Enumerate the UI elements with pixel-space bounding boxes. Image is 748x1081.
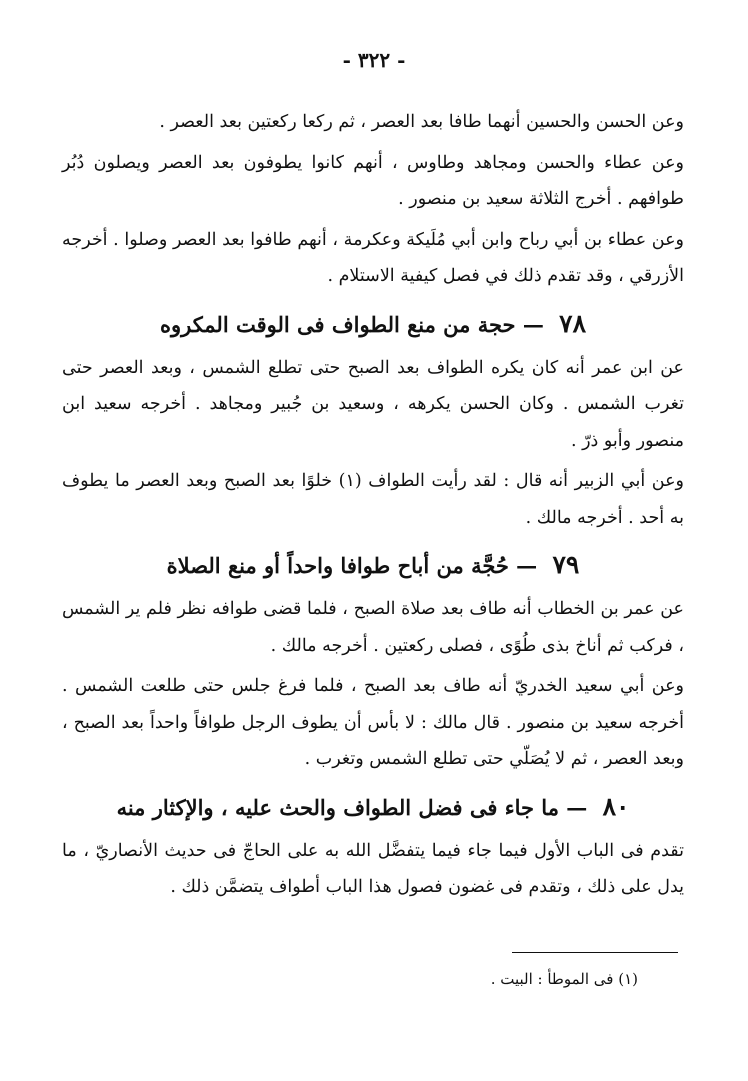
footnote: (١) فى الموطأ : البيت .	[490, 970, 638, 988]
section-number: ٧٩	[552, 550, 580, 579]
section-title: — حجة من منع الطواف فى الوقت المكروه	[159, 311, 544, 337]
paragraph-umar-ibn-khattab: عن عمر بن الخطاب أنه طاف بعد صلاة الصبح ، فلما قضى طوافه نظر فلم ير الشمس ، فركب ثم أناخ بذى طُوًى ، فصلى ركعتين . أخرجه مالك .	[62, 599, 684, 656]
paragraph-first-chapter-reference: تقدم فى الباب الأول فيما جاء فيما يتفضَّل الله به على الحاجّ فى حديث الأنصاريّ ، ما يدل على ذلك ، وتقدم فى غضون فصول هذا الباب أطواف يتضمَّن ذلك .	[62, 840, 684, 897]
section-number: ٨٠	[602, 791, 630, 821]
paragraph-abi-said: وعن أبي سعيد الخدريّ أنه طاف بعد الصبح ، فلما فرغ جلس حتى طلعت الشمس . أخرجه سعيد بن منصور . قال مالك : لا بأس أن يطوف الرجل طوافاً واحداً بعد الصبح ، وبعد العصر ، ثم لا يُصَلّي حتى تطلع الشمس وتغرب .	[62, 676, 684, 769]
section-heading-78	[62, 299, 684, 350]
section-number: ٧٨	[559, 308, 587, 338]
main-text	[62, 104, 684, 910]
paragraph-ata-hasan-mujahid: وعن عطاء والحسن ومجاهد وطاوس ، أنهم كانوا يطوفون بعد العصر ويصلون دُبُر طوافهم . أخرج الثلاثة سعيد بن منصور .	[62, 152, 684, 209]
section-title: — حُجَّة من أباح طوافا واحداً أو منع الصلاة	[166, 553, 538, 578]
paragraph-abi-zubayr: وعن أبي الزبير أنه قال : لقد رأيت الطواف (١) خلوًا بعد الصبح وبعد العصر ما يطوف به أحد . أخرجه مالك .	[62, 471, 684, 528]
paragraph-ata-ibn-abi-rabah: وعن عطاء بن أبي رباح وابن أبي مُلَيكة وعكرمة ، أنهم طافوا بعد العصر وصلوا . أخرجه الأزرقي ، وقد تقدم ذلك في فصل كيفية الاستلام .	[62, 229, 684, 286]
section-title: — ما جاء فى فضل الطواف والحث عليه ، والإكثار منه	[116, 794, 588, 820]
footnote-divider	[512, 952, 678, 953]
page-number: - ٣٢٢ -	[342, 48, 406, 72]
section-heading-79	[62, 540, 684, 591]
section-heading-80	[62, 782, 684, 833]
paragraph-hasan-husayn: وعن الحسن والحسين أنهما طافا بعد العصر ، ثم ركعا ركعتين بعد العصر .	[159, 112, 684, 132]
paragraph-ibn-umar: عن ابن عمر أنه كان يكره الطواف بعد الصبح حتى تطلع الشمس ، وبعد العصر حتى تغرب الشمس . وكان الحسن يكرهه ، وسعيد بن جُبير ومجاهد . أخرجه سعيد ابن منصور وأبو ذرّ .	[62, 357, 684, 451]
